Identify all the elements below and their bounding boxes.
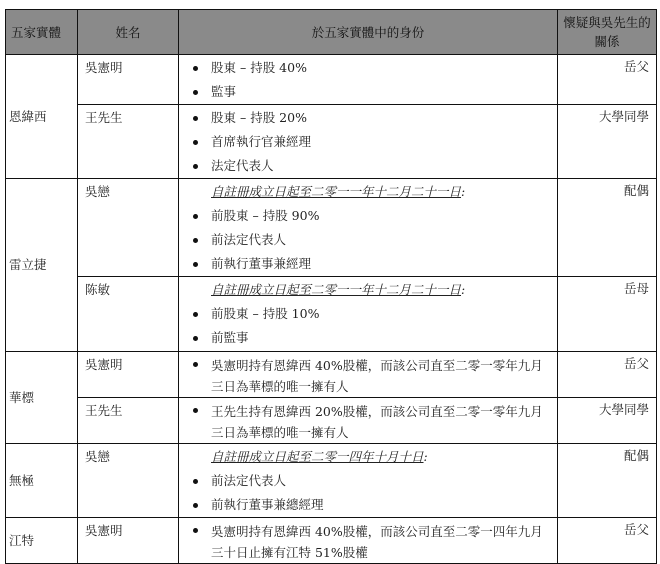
person-name: 吳憲明 — [78, 55, 179, 105]
entity-cell: 江特 — [6, 518, 78, 564]
table-row — [6, 179, 657, 277]
header-role: 於五家實體中的身份 — [179, 10, 558, 55]
relation-cell: 大學同學 — [558, 398, 657, 444]
list-item: 首席執行官兼經理 — [186, 130, 550, 154]
list-item: 吳憲明持有恩緯西 40%股權，而該公司直至二零一零年九月三日為華標的唯一擁有人 — [186, 353, 550, 397]
list-item: 王先生持有恩緯西 20%股權，而該公司直至二零一零年九月三日為華標的唯一擁有人 — [186, 399, 550, 443]
role-cell — [179, 518, 558, 564]
relation-cell: 岳父 — [558, 518, 657, 564]
person-name: 王先生 — [78, 398, 179, 444]
list-item: 股東 – 持股 20% — [186, 106, 550, 130]
list-item: 吳憲明持有恩緯西 40%股權，而該公司直至二零一四年九月三十日止擁有江特 51%股權 — [186, 519, 550, 563]
list-item: 前法定代表人 — [186, 228, 550, 252]
role-cell — [179, 352, 558, 398]
table-row — [6, 277, 657, 352]
table-row — [6, 352, 657, 398]
table-row — [6, 518, 657, 564]
role-list — [186, 519, 550, 563]
period-label: 自註冊成立日起至二零一一年十二月二十一日: — [211, 184, 466, 199]
relation-cell: 配偶 — [558, 179, 657, 277]
period-label: 自註冊成立日起至二零一一年十二月二十一日: — [211, 282, 466, 297]
list-item: 前執行董事兼總經理 — [186, 493, 550, 517]
list-item: 前法定代表人 — [186, 469, 550, 493]
role-cell — [179, 444, 558, 518]
role-list — [186, 302, 550, 350]
role-list — [186, 353, 550, 397]
header-name: 姓名 — [78, 10, 179, 55]
table-row — [6, 444, 657, 518]
person-name: 吳憲明 — [78, 518, 179, 564]
role-cell — [179, 105, 558, 179]
entity-cell: 華標 — [6, 352, 78, 444]
table-row — [6, 105, 657, 179]
relation-cell: 岳母 — [558, 277, 657, 352]
relation-cell: 配偶 — [558, 444, 657, 518]
person-name: 吳憲明 — [78, 352, 179, 398]
role-list — [186, 106, 550, 178]
list-item: 前股東 – 持股 90% — [186, 204, 550, 228]
relation-cell: 岳父 — [558, 352, 657, 398]
list-item: 股東 – 持股 40% — [186, 56, 550, 80]
role-list — [186, 56, 550, 104]
person-name: 吳戀 — [78, 179, 179, 277]
period-text: 自註冊成立日起至二零一四年十月十日 — [211, 449, 424, 464]
role-cell — [179, 179, 558, 277]
entity-cell: 雷立捷 — [6, 179, 78, 352]
relation-cell: 大學同學 — [558, 105, 657, 179]
person-name: 王先生 — [78, 105, 179, 179]
role-list — [186, 469, 550, 517]
person-name: 陈敏 — [78, 277, 179, 352]
list-item: 前股東 – 持股 10% — [186, 302, 550, 326]
period-label: 自註冊成立日起至二零一四年十月十日: — [211, 449, 428, 464]
list-item: 前監事 — [186, 326, 550, 350]
table-row — [6, 55, 657, 105]
list-item: 監事 — [186, 80, 550, 104]
person-name: 吳戀 — [78, 444, 179, 518]
list-item: 法定代表人 — [186, 154, 550, 178]
period-text: 自註冊成立日起至二零一一年十二月二十一日 — [211, 282, 462, 297]
table-row — [6, 398, 657, 444]
list-item: 前執行董事兼經理 — [186, 252, 550, 276]
table-header-row — [6, 10, 657, 55]
role-cell — [179, 398, 558, 444]
role-list — [186, 204, 550, 276]
header-relation: 懷疑與吳先生的關係 — [558, 10, 657, 55]
relationship-table — [5, 9, 657, 564]
header-entity: 五家實體 — [6, 10, 78, 55]
role-cell — [179, 277, 558, 352]
entity-cell: 無極 — [6, 444, 78, 518]
relation-cell: 岳父 — [558, 55, 657, 105]
role-cell — [179, 55, 558, 105]
entity-cell: 恩緯西 — [6, 55, 78, 179]
period-text: 自註冊成立日起至二零一一年十二月二十一日 — [211, 184, 462, 199]
role-list — [186, 399, 550, 443]
